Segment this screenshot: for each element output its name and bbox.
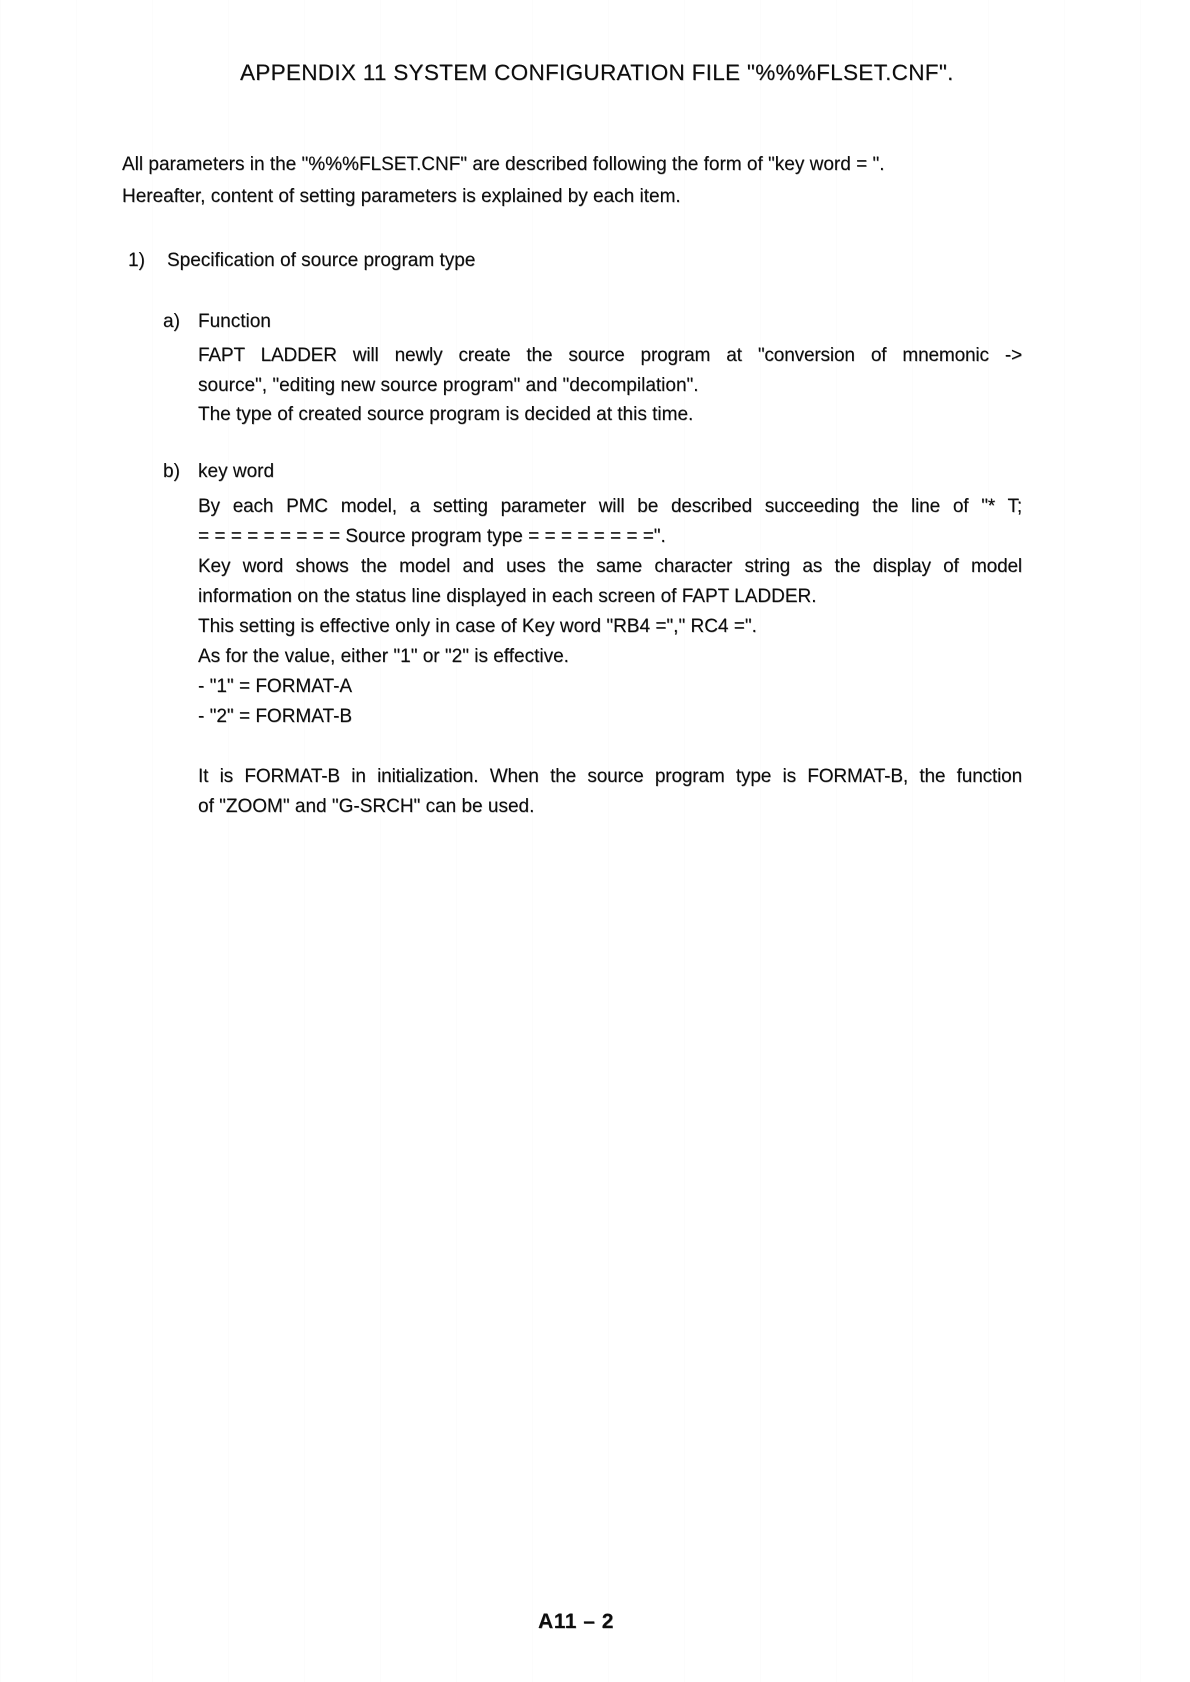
page-title: APPENDIX 11 SYSTEM CONFIGURATION FILE "%%%FLSET.CNF". <box>240 60 954 85</box>
list-item-format-a: - "1" = FORMAT-A <box>198 676 353 697</box>
equals-banner-line: = = = = = = = = = Source program type = = = = = = = =". <box>198 526 666 547</box>
subsection-a-body <box>198 341 1022 430</box>
intro-line: Hereafter, content of setting parameters is explained by each item. <box>122 186 681 207</box>
page-number: A11 – 2 <box>538 1610 614 1633</box>
subsection-label: b) <box>163 461 180 482</box>
body-line: of "ZOOM" and "G-SRCH" can be used. <box>198 796 535 817</box>
body-line: By each PMC model, a setting parameter will be described succeeding the line of "* T; <box>198 496 1022 517</box>
body-line: FAPT LADDER will newly create the source program at "conversion of mnemonic -> <box>198 345 1022 366</box>
subsection-title: Function <box>198 311 271 332</box>
body-line: The type of created source program is decided at this time. <box>198 404 694 425</box>
subsection-a-heading <box>163 311 271 333</box>
intro-paragraph <box>122 149 884 213</box>
body-line: It is FORMAT-B in initialization. When the source program type is FORMAT-B, the function <box>198 766 1022 787</box>
body-line: As for the value, either "1" or "2" is effective. <box>198 646 569 667</box>
list-item-format-b: - "2" = FORMAT-B <box>198 706 353 727</box>
body-line: This setting is effective only in case of Key word "RB4 ="," RC4 =". <box>198 616 757 637</box>
section-1-heading <box>128 250 475 272</box>
subsection-b-body <box>198 492 1022 732</box>
section-number: 1) <box>128 250 145 271</box>
body-line: Key word shows the model and uses the same character string as the display of model <box>198 556 1022 577</box>
closing-paragraph <box>198 762 1022 822</box>
subsection-label: a) <box>163 311 180 332</box>
body-line: source", "editing new source program" and "decompilation". <box>198 374 699 396</box>
intro-line: All parameters in the "%%%FLSET.CNF" are described following the form of "key word = ". <box>122 154 885 175</box>
body-line: information on the status line displayed in each screen of FAPT LADDER. <box>198 586 817 607</box>
subsection-title: key word <box>198 461 275 482</box>
section-title: Specification of source program type <box>167 250 476 271</box>
subsection-b-heading <box>163 461 274 483</box>
